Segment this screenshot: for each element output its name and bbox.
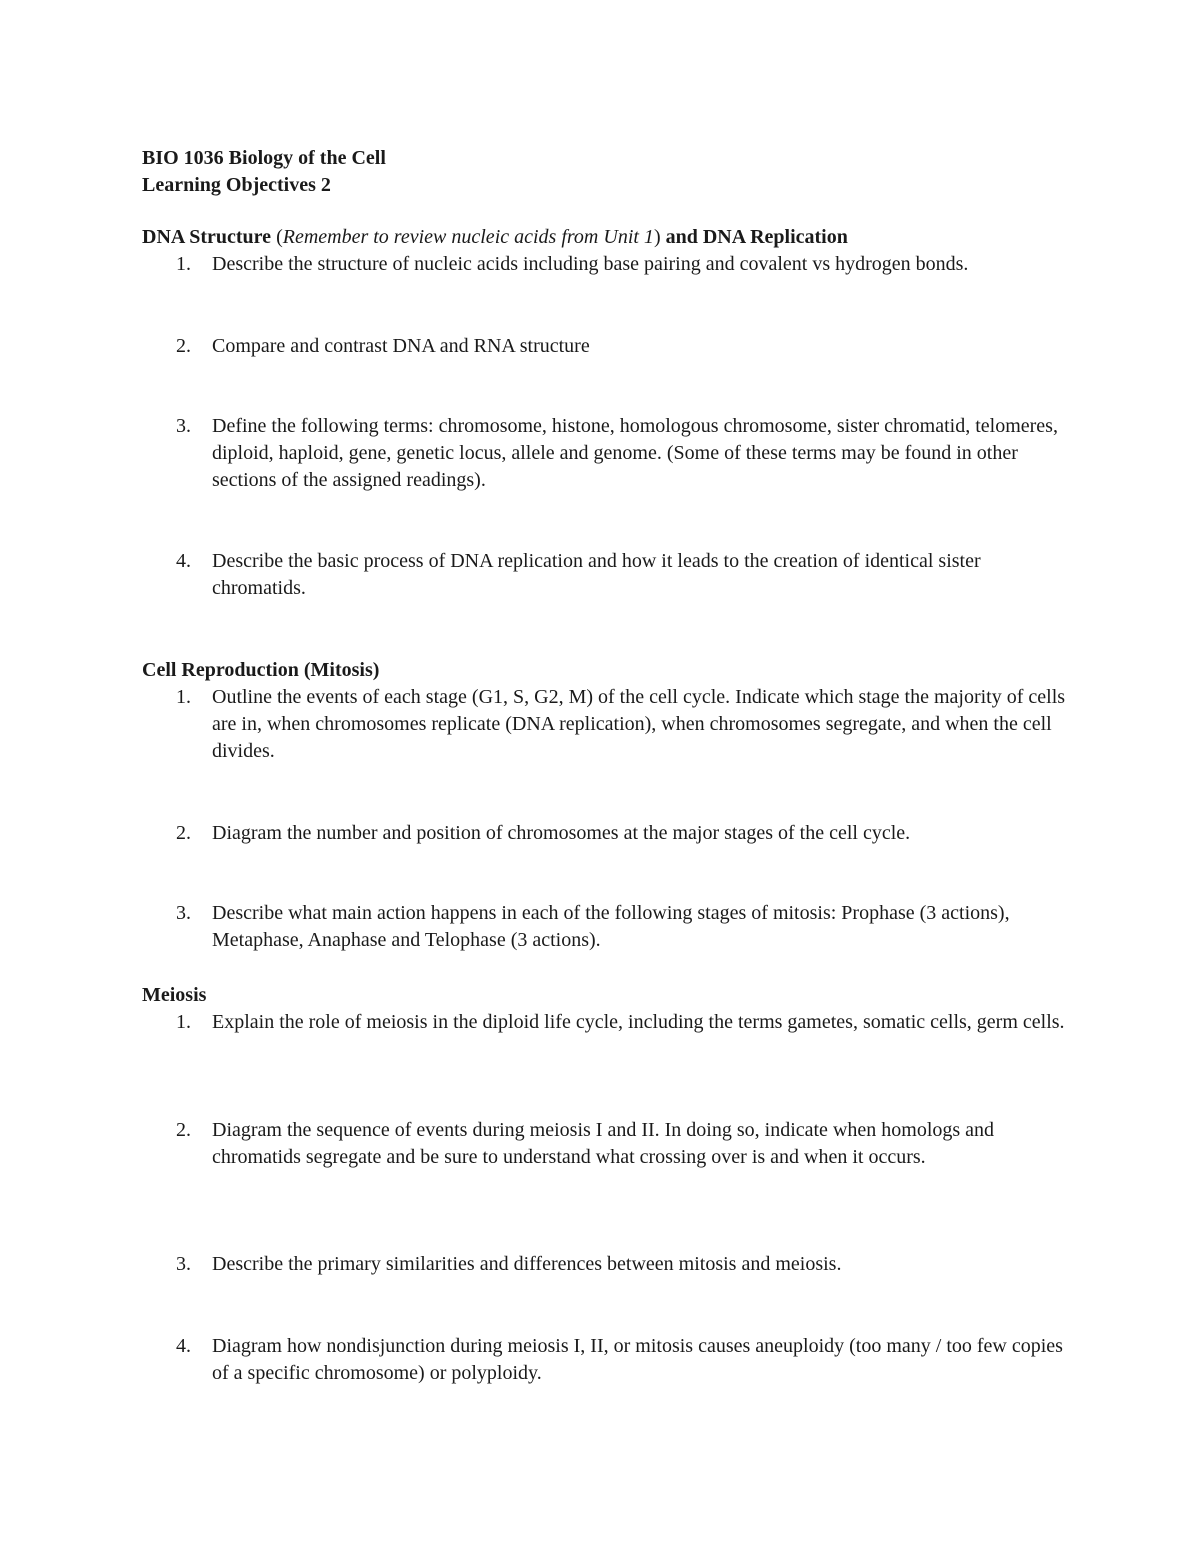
item-number: 1.	[176, 1011, 191, 1033]
item-number: 1.	[176, 686, 191, 708]
item-text: Describe the primary similarities and differences between mitosis and meiosis.	[212, 1253, 842, 1275]
item-text: Compare and contrast DNA and RNA structure	[212, 335, 590, 357]
item-number: 3.	[176, 415, 191, 437]
item-text: Explain the role of meiosis in the diploid life cycle, including the terms gametes, somatic cells, germ cells.	[212, 1011, 1065, 1033]
document-subtitle: Learning Objectives 2	[142, 174, 331, 196]
heading-italic-note: Remember to review nucleic acids from Unit 1	[282, 226, 654, 248]
item-text: Diagram the number and position of chromosomes at the major stages of the cell cycle.	[212, 822, 911, 844]
item-text: Describe the structure of nucleic acids including base pairing and covalent vs hydrogen bonds.	[212, 253, 969, 275]
item-text: Describe what main action happens in each of the following stages of mitosis: Prophase (3 actions), Metaphase, Anaphase and Telophase (3 actions).	[212, 902, 1010, 951]
section-heading-dna	[142, 224, 1072, 251]
item-text: Describe the basic process of DNA replication and how it leads to the creation of identical sister chromatids.	[212, 550, 981, 599]
heading-bold-part-b: and DNA Replication	[665, 226, 848, 248]
section-heading-mitosis: Cell Reproduction (Mitosis)	[142, 659, 380, 681]
item-text: Outline the events of each stage (G1, S, G2, M) of the cell cycle. Indicate which stage the majority of cells are in, when chromosomes replicate (DNA replication), when chromosomes segregate, and when the cell divides.	[212, 686, 1066, 762]
heading-paren-open: (	[271, 226, 283, 248]
item-text: Diagram the sequence of events during meiosis I and II. In doing so, indicate when homologs and chromatids segregate and be sure to understand what crossing over is and when it occurs.	[212, 1119, 995, 1168]
item-number: 2.	[176, 1119, 191, 1141]
item-number: 1.	[176, 253, 191, 275]
heading-paren-close: )	[653, 226, 666, 248]
heading-bold-part: DNA Structure	[142, 226, 272, 248]
item-number: 4.	[176, 550, 191, 572]
item-number: 3.	[176, 1253, 191, 1275]
item-text: Define the following terms: chromosome, histone, homologous chromosome, sister chromatid, telomeres, diploid, haploid, gene, genetic locus, allele and genome. (Some of these terms may be found in other sections of the assigned readings).	[212, 415, 1058, 491]
item-number: 4.	[176, 1335, 191, 1357]
item-text: Diagram how nondisjunction during meiosis I, II, or mitosis causes aneuploidy (too many / too few copies of a specific chromosome) or polyploidy.	[212, 1335, 1063, 1384]
item-number: 2.	[176, 822, 191, 844]
item-number: 3.	[176, 902, 191, 924]
course-title: BIO 1036 Biology of the Cell	[142, 147, 386, 169]
item-number: 2.	[176, 335, 191, 357]
section-heading-meiosis: Meiosis	[142, 984, 207, 1006]
